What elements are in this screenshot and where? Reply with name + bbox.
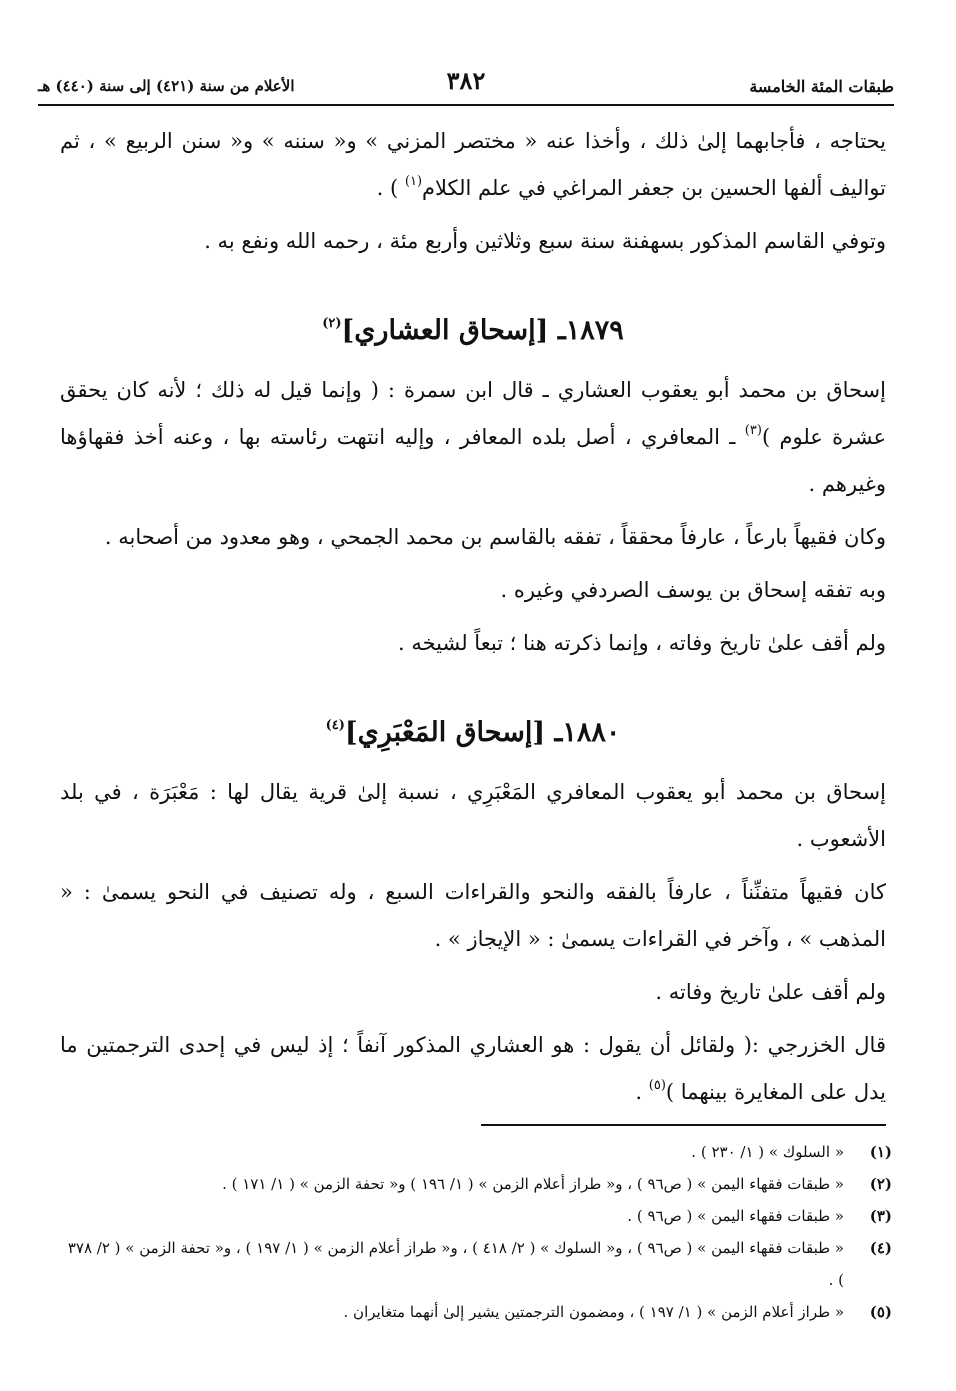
entry-1880-paragraph-2: كان فقيهاً متفنِّناً ، عارفاً بالفقه والنحو والقراءات السبع ، وله تصنيف في النحو يسمىٰ : « المذهب » ، وآخر في القراءات يسمىٰ : « الإيجاز » . [60,880,886,951]
running-head-book-title: طبقات المئة الخامسة [749,76,894,96]
entry-1880-paragraph-3: ولم أقف علىٰ تاريخ وفاته . [655,980,886,1004]
footnote-1 [60,1136,892,1168]
header-rule [38,104,894,106]
footnote-mark: (٣) [869,1207,892,1225]
footnote-ref-1: (١) [404,174,423,189]
entry-1879-paragraph-1: إسحاق بن محمد أبو يعقوب العشاري ـ قال ابن سمرة : ( وإنما قيل له ذلك ؛ لأنه كان يحقق عشرة علوم )$^{(٣)}$ ـ المعافري ، أصل بلده المعافر ، وإليه انتهت رئاسته بها ، وعنه أخذ فقهاؤها وغيرهم . [60,378,887,496]
entry-title-1880: ١٨٨٠ـ [إسحاق المَعْبَرِي]$^{(٤)}$ [325,717,621,748]
footnote-text: « السلوك » ( ١/ ٢٣٠ ) . [691,1143,844,1161]
footnote-text: « طبقات فقهاء اليمن » ( ص٩٦ ) . [627,1207,844,1225]
footnote-ref-2: (٢) [322,316,342,331]
main-text [60,118,886,1116]
footnote-mark: (١) [869,1143,892,1161]
intro-paragraph-1: يحتاجه ، فأجابهما إلىٰ ذلك ، وأخذا عنه « مختصر المزني » و« سننه » و« سنن الربيع » ، ثم تواليف ألفها الحسين بن جعفر المراغي في علم الكلام$^{(١)}$ ) . [60,129,886,200]
footnote-text: « طبقات فقهاء اليمن » ( ص٩٦ ) ، و« طراز أعلام الزمن » ( ١/ ١٩٦ ) و« تحفة الزمن » ( ١/ ١٧١ ) . [222,1175,844,1193]
entry-1879-paragraph-2: وكان فقيهاً بارعاً ، عارفاً محققاً ، تفقه بالقاسم بن محمد الجمحي ، وهو معدود من أصحابه . [104,525,886,549]
footnote-text: « طراز أعلام الزمن » ( ١/ ١٩٧ ) ، ومضمون الترجمتين يشير إلىٰ أنهما متغايران . [343,1303,844,1321]
entry-1879-paragraph-4: ولم أقف علىٰ تاريخ وفاته ، وإنما ذكرته هنا ؛ تبعاً لشيخه . [397,631,886,655]
footnote-2 [60,1168,892,1200]
footnote-3 [60,1200,892,1232]
footnote-mark: (٥) [869,1303,892,1321]
page-number: ٣٨٢ [446,66,486,95]
footnote-mark: (٤) [869,1239,892,1257]
footnotes [60,1136,892,1328]
footnote-text: « طبقات فقهاء اليمن » ( ص٩٦ ) ، و« السلوك » ( ٢/ ٤١٨ ) ، و« طراز أعلام الزمن » ( ١/ ١٩٧ ) ، و« تحفة الزمن » ( ٢/ ٣٧٨ ) . [67,1239,844,1289]
footnote-5 [60,1296,892,1328]
footnote-ref-3: (٣) [744,423,762,438]
entry-title-1879: ١٨٧٩ـ [إسحاق العشاري]$^{(٢)}$ [322,315,624,346]
entry-1880-paragraph-1: إسحاق بن محمد أبو يعقوب المعافري المَعْبَرِي ، نسبة إلىٰ قرية يقال لها : مَعْبَرَة ، في بلد الأشعوب . [60,780,886,851]
intro-paragraph-2: وتوفي القاسم المذكور بسهفنة سنة سبع وثلاثين وأربع مئة ، رحمه الله ونفع به . [204,229,886,253]
footnote-ref-5: (٥) [648,1078,666,1093]
running-head-range: الأعلام من سنة (٤٢١) إلى سنة (٤٤٠) هـ [38,77,295,95]
footnote-separator [481,1124,886,1126]
footnote-ref-4: (٤) [325,718,345,733]
entry-1880-paragraph-4: قال الخزرجي :( ولقائل أن يقول : هو العشاري المذكور آنفاً ؛ إذ ليس في إحدى الترجمتين ما يدل على المغايرة بينهما )$^{(٥)}$ . [60,1033,886,1104]
entry-1879-paragraph-3: وبه تفقه إسحاق بن يوسف الصردفي وغيره . [500,578,886,602]
page-header [38,66,894,102]
footnote-mark: (٢) [869,1175,892,1193]
footnote-4 [60,1232,892,1296]
